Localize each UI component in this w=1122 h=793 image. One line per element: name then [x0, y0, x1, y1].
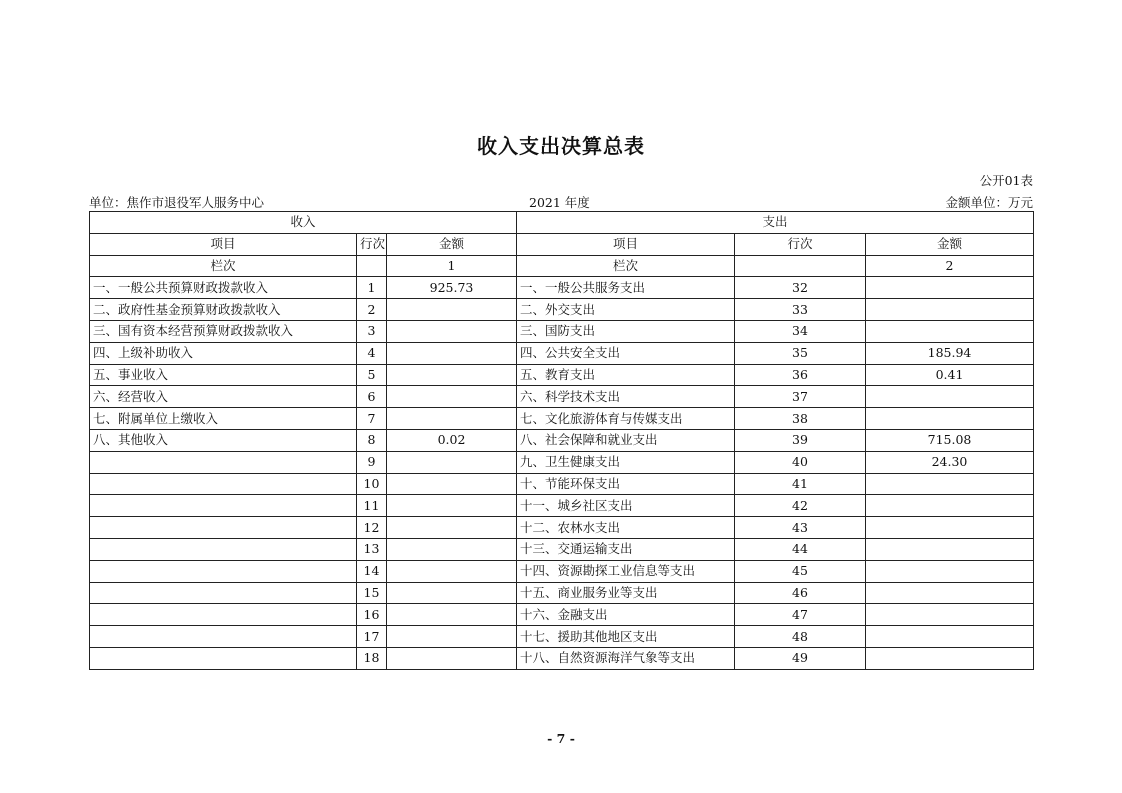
income-amount-cell [387, 364, 517, 386]
meta-row [89, 193, 1033, 209]
expense-line-cell: 35 [735, 342, 866, 364]
expense-line-blank [735, 255, 866, 277]
table-row [90, 604, 1034, 626]
expense-amount-cell [866, 386, 1034, 408]
income-item-cell: 四、上级补助收入 [90, 342, 357, 364]
expense-line-cell: 41 [735, 473, 866, 495]
expense-item-cell: 五、教育支出 [517, 364, 735, 386]
expense-amount-cell [866, 647, 1034, 669]
expense-line-cell: 40 [735, 451, 866, 473]
income-item-cell: 五、事业收入 [90, 364, 357, 386]
income-line-cell: 6 [357, 386, 387, 408]
income-amount-cell [387, 473, 517, 495]
expense-line-cell: 45 [735, 560, 866, 582]
table-row [90, 277, 1034, 299]
expense-line-header: 行次 [735, 233, 866, 255]
income-line-cell: 18 [357, 647, 387, 669]
income-amount-cell [387, 604, 517, 626]
income-line-cell: 12 [357, 517, 387, 539]
unit-label: 单位：焦作市退役军人服务中心 [89, 195, 265, 210]
expense-column-number: 2 [866, 255, 1034, 277]
income-amount-cell [387, 408, 517, 430]
income-amount-cell: 0.02 [387, 429, 517, 451]
expense-item-cell: 一、一般公共服务支出 [517, 277, 735, 299]
expense-amount-cell [866, 626, 1034, 648]
expense-line-cell: 48 [735, 626, 866, 648]
table-row [90, 647, 1034, 669]
expense-item-cell: 九、卫生健康支出 [517, 451, 735, 473]
expense-amount-cell: 185.94 [866, 342, 1034, 364]
expense-item-cell: 四、公共安全支出 [517, 342, 735, 364]
expense-line-cell: 46 [735, 582, 866, 604]
income-line-cell: 3 [357, 320, 387, 342]
expense-line-cell: 44 [735, 538, 866, 560]
table-row [90, 386, 1034, 408]
expense-item-cell: 十六、金融支出 [517, 604, 735, 626]
expense-amount-header: 金额 [866, 233, 1034, 255]
expense-amount-cell [866, 604, 1034, 626]
table-row [90, 299, 1034, 321]
income-amount-cell [387, 299, 517, 321]
expense-amount-cell [866, 299, 1034, 321]
income-line-cell: 16 [357, 604, 387, 626]
expense-amount-cell [866, 408, 1034, 430]
income-item-cell: 二、政府性基金预算财政拨款收入 [90, 299, 357, 321]
income-item-cell [90, 517, 357, 539]
expense-item-cell: 十五、商业服务业等支出 [517, 582, 735, 604]
expense-amount-cell: 715.08 [866, 429, 1034, 451]
expense-amount-cell [866, 538, 1034, 560]
income-amount-cell [387, 517, 517, 539]
table-row [90, 517, 1034, 539]
income-line-cell: 10 [357, 473, 387, 495]
income-item-cell [90, 495, 357, 517]
expense-item-header: 项目 [517, 233, 735, 255]
expense-item-cell: 十七、援助其他地区支出 [517, 626, 735, 648]
page-number: - 7 - [547, 731, 575, 746]
income-item-cell [90, 647, 357, 669]
expense-line-cell: 32 [735, 277, 866, 299]
expense-line-cell: 43 [735, 517, 866, 539]
expense-item-cell: 十三、交通运输支出 [517, 538, 735, 560]
expense-amount-cell: 0.41 [866, 364, 1034, 386]
income-line-cell: 5 [357, 364, 387, 386]
expense-line-cell: 37 [735, 386, 866, 408]
expense-line-cell: 38 [735, 408, 866, 430]
expense-amount-cell [866, 560, 1034, 582]
income-line-cell: 1 [357, 277, 387, 299]
income-line-cell: 8 [357, 429, 387, 451]
income-item-cell [90, 451, 357, 473]
table-row [90, 429, 1034, 451]
income-amount-cell [387, 647, 517, 669]
expense-item-cell: 七、文化旅游体育与传媒支出 [517, 408, 735, 430]
income-item-cell: 八、其他收入 [90, 429, 357, 451]
expense-line-cell: 36 [735, 364, 866, 386]
column-header-row [90, 233, 1034, 255]
income-item-cell [90, 582, 357, 604]
income-line-cell: 11 [357, 495, 387, 517]
table-row [90, 538, 1034, 560]
table-row [90, 582, 1034, 604]
income-amount-cell [387, 582, 517, 604]
income-amount-cell [387, 538, 517, 560]
income-amount-cell: 925.73 [387, 277, 517, 299]
expense-item-cell: 十一、城乡社区支出 [517, 495, 735, 517]
expense-item-cell: 三、国防支出 [517, 320, 735, 342]
income-line-cell: 7 [357, 408, 387, 430]
expense-amount-cell [866, 277, 1034, 299]
table-row [90, 320, 1034, 342]
income-item-cell: 七、附属单位上缴收入 [90, 408, 357, 430]
income-amount-cell [387, 451, 517, 473]
expense-line-cell: 47 [735, 604, 866, 626]
expense-amount-cell [866, 320, 1034, 342]
expense-item-cell: 十八、自然资源海洋气象等支出 [517, 647, 735, 669]
expense-line-cell: 42 [735, 495, 866, 517]
income-section-header: 收入 [90, 212, 517, 234]
table-row [90, 473, 1034, 495]
income-amount-cell [387, 386, 517, 408]
table-row [90, 342, 1034, 364]
income-amount-cell [387, 495, 517, 517]
income-amount-cell [387, 560, 517, 582]
expense-amount-cell [866, 517, 1034, 539]
income-line-cell: 15 [357, 582, 387, 604]
expense-item-cell: 十、节能环保支出 [517, 473, 735, 495]
expense-item-cell: 八、社会保障和就业支出 [517, 429, 735, 451]
expense-item-cell: 十二、农林水支出 [517, 517, 735, 539]
income-item-cell: 六、经营收入 [90, 386, 357, 408]
expense-item-cell: 六、科学技术支出 [517, 386, 735, 408]
expense-amount-cell [866, 473, 1034, 495]
expense-amount-cell [866, 582, 1034, 604]
income-line-cell: 17 [357, 626, 387, 648]
income-line-cell: 13 [357, 538, 387, 560]
income-item-cell: 三、国有资本经营预算财政拨款收入 [90, 320, 357, 342]
expense-column-label: 栏次 [517, 255, 735, 277]
money-unit-label: 金额单位：万元 [945, 195, 1033, 210]
income-column-number: 1 [387, 255, 517, 277]
income-line-cell: 14 [357, 560, 387, 582]
income-amount-cell [387, 320, 517, 342]
table-row [90, 364, 1034, 386]
table-row [90, 451, 1034, 473]
income-line-cell: 2 [357, 299, 387, 321]
form-code: 公开01表 [979, 173, 1033, 188]
income-line-header: 行次 [357, 233, 387, 255]
expense-line-cell: 33 [735, 299, 866, 321]
expense-line-cell: 34 [735, 320, 866, 342]
page-title: 收入支出决算总表 [477, 134, 645, 158]
income-item-cell [90, 560, 357, 582]
expense-item-cell: 十四、资源勘探工业信息等支出 [517, 560, 735, 582]
table-row [90, 626, 1034, 648]
income-item-cell [90, 604, 357, 626]
income-amount-header: 金额 [387, 233, 517, 255]
income-item-header: 项目 [90, 233, 357, 255]
table-row [90, 495, 1034, 517]
income-amount-cell [387, 626, 517, 648]
income-item-cell [90, 626, 357, 648]
expense-item-cell: 二、外交支出 [517, 299, 735, 321]
income-item-cell: 一、一般公共预算财政拨款收入 [90, 277, 357, 299]
expense-section-header: 支出 [517, 212, 1034, 234]
expense-line-cell: 49 [735, 647, 866, 669]
year-label: 2021 年度 [529, 195, 590, 210]
income-item-cell [90, 473, 357, 495]
income-line-cell: 4 [357, 342, 387, 364]
income-line-cell: 9 [357, 451, 387, 473]
expense-amount-cell: 24.30 [866, 451, 1034, 473]
income-column-label: 栏次 [90, 255, 357, 277]
income-item-cell [90, 538, 357, 560]
column-number-row [90, 255, 1034, 277]
expense-amount-cell [866, 495, 1034, 517]
income-amount-cell [387, 342, 517, 364]
expense-line-cell: 39 [735, 429, 866, 451]
table-row [90, 560, 1034, 582]
table-row [90, 408, 1034, 430]
income-line-blank [357, 255, 387, 277]
section-header-row [90, 212, 1034, 234]
income-expense-table [89, 211, 1034, 670]
